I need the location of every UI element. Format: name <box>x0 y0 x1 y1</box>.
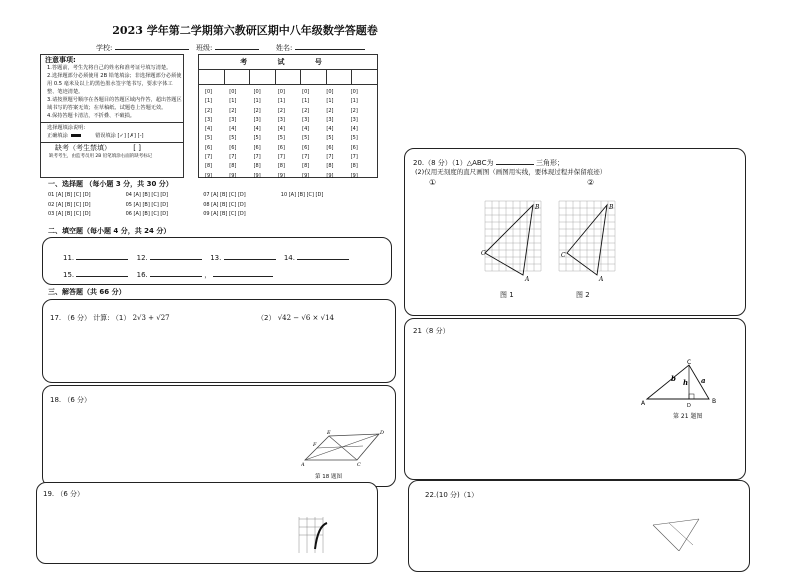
fill-example-label: 选择题填涂说明: <box>47 125 86 131</box>
exam-digit-bubble[interactable]: [2] <box>326 107 334 114</box>
exam-digit-bubble[interactable]: [5] <box>302 135 310 142</box>
choice-row-2 <box>48 202 279 208</box>
class-underline <box>215 41 259 50</box>
exam-digit-bubble[interactable]: [8] <box>205 163 213 170</box>
q20-fig2-label-b: B <box>609 204 614 211</box>
exam-digit-bubble[interactable]: [3] <box>205 116 213 123</box>
q18-label-f: F <box>313 442 317 448</box>
q18-answer-box[interactable] <box>42 385 396 487</box>
q17-part2 <box>257 313 334 323</box>
exam-digit-bubble[interactable]: [3] <box>350 116 358 123</box>
exam-digit-bubble[interactable]: [7] <box>253 154 261 161</box>
exam-digit-bubble[interactable]: [5] <box>229 135 237 142</box>
section3-heading: 三、解答题（共 66 分） <box>48 288 126 296</box>
absent-label: 缺考（考生禁填） <box>55 144 111 152</box>
exam-digit-bubble[interactable]: [6] <box>350 144 358 151</box>
q21-figure <box>635 359 735 419</box>
section2-heading: 二、填空题（每小题 4 分，共 24 分） <box>48 227 171 235</box>
q21-caption: 第 21 题图 <box>673 413 703 420</box>
exam-digit-bubble[interactable]: [0] <box>253 89 261 95</box>
q21-label-c: C <box>687 359 692 366</box>
exam-digit-bubble[interactable]: [9] <box>326 172 334 179</box>
q17-part2-expression: √42 − √6 × √14 <box>277 314 334 322</box>
fill-blank-box <box>42 237 392 285</box>
exam-digit-bubble[interactable]: [2] <box>277 107 285 114</box>
exam-digit-bubble[interactable]: [9] <box>205 172 213 179</box>
q21-label-d: D <box>687 403 691 409</box>
q21-number: 21（8 分） <box>413 327 450 335</box>
exam-digit-bubble[interactable]: [0] <box>350 89 358 95</box>
q20-circle-1: ① <box>429 178 437 187</box>
q20-fig1-label-a: A <box>525 276 530 281</box>
exam-digit-bubble[interactable]: [1] <box>277 98 285 105</box>
fill-row-2 <box>63 268 273 280</box>
exam-digit-bubble[interactable]: [7] <box>229 154 237 161</box>
q18-label-c: C <box>357 462 361 468</box>
exam-digit-bubble[interactable]: [0] <box>205 89 213 95</box>
exam-box[interactable] <box>327 70 353 84</box>
absent-checkbox[interactable]: [ ] <box>133 144 141 152</box>
q20-fig2-label-c: C <box>561 252 566 259</box>
school-underline <box>115 41 189 50</box>
exam-digit-bubble[interactable]: [7] <box>277 154 285 161</box>
exam-digit-bubble[interactable]: [2] <box>253 107 261 114</box>
q21-right-angle-mark <box>689 394 694 399</box>
q20-fig1-caption: 图 1 <box>500 291 514 299</box>
q16-answer-2[interactable] <box>213 268 273 277</box>
exam-digit-bubble[interactable]: [5] <box>253 135 261 142</box>
exam-digit-bubble[interactable]: [7] <box>302 154 310 161</box>
exam-digit-bubble[interactable]: [1] <box>302 98 310 105</box>
choice-item[interactable]: 05 [A] [B] [C] [D] <box>125 202 169 208</box>
choice-row-3 <box>48 211 279 217</box>
q20-part2: (2)仅用无刻度的直尺画图（画图用实线，要体现过程并保留痕迹） <box>415 168 607 176</box>
q17-part1-label: （1） <box>111 314 131 322</box>
choice-item[interactable]: 07 [A] [B] [C] [D] <box>203 192 246 198</box>
exam-number-grid <box>198 54 378 178</box>
school-field[interactable] <box>96 41 189 53</box>
name-label: 姓名: <box>276 44 293 52</box>
q20-figure-1 <box>481 197 551 281</box>
choice-item[interactable]: 03 [A] [B] [C] [D] <box>48 211 91 217</box>
q19-answer-box[interactable] <box>36 482 378 564</box>
page-title: 2023 学年第二学期第六教研区期中八年级数学答题卷 <box>112 24 378 37</box>
q21-answer-box[interactable] <box>404 318 746 480</box>
absent-note: 缺考考生，由监考员用 2B 铅笔填涂右面的缺考标记 <box>49 154 153 159</box>
wrong-marks: [✓] [✗] [-] <box>117 133 144 139</box>
q21-label-b: B <box>712 398 717 405</box>
notes-box <box>40 54 184 178</box>
q16-label: 16. <box>136 271 148 279</box>
q20-answer-box[interactable] <box>404 148 746 316</box>
choice-row-1 <box>48 192 357 198</box>
q11-label: 11. <box>63 254 75 262</box>
q20-fig2-caption: 图 2 <box>576 291 590 299</box>
exam-digit-bubble[interactable]: [9] <box>277 172 285 179</box>
q11-answer[interactable] <box>76 251 128 260</box>
q18-diagonal <box>329 436 357 460</box>
exam-digit-bubble[interactable]: [1] <box>253 98 261 105</box>
exam-number-write-boxes <box>199 70 377 85</box>
q17-part1-expression: 2√3 + √27 <box>132 314 170 322</box>
q20-fig1-label-c: C <box>481 250 486 257</box>
notes-item-2: 2.选择题部分必须使用 2B 铅笔填涂；非选择题部分必须使用 0.5 毫米及以上的黑色墨水签字笔书写，要求字体工整、笔迹清楚。 <box>47 73 182 95</box>
exam-digit-bubble[interactable]: [5] <box>277 135 285 142</box>
q20-fig1-label-b: B <box>535 204 540 211</box>
exam-digit-bubble[interactable]: [4] <box>229 126 237 133</box>
exam-number-title: 考 试 号 <box>199 55 377 70</box>
exam-digit-bubble[interactable]: [8] <box>253 163 261 170</box>
exam-box[interactable] <box>199 70 225 84</box>
choice-item[interactable]: 02 [A] [B] [C] [D] <box>48 202 91 208</box>
exam-digit-bubble[interactable]: [4] <box>253 126 261 133</box>
choice-item[interactable]: 08 [A] [B] [C] [D] <box>203 202 246 208</box>
q21-label-a: A <box>641 400 646 407</box>
exam-digit-bubble[interactable]: [6] <box>326 144 334 151</box>
exam-digit-bubble[interactable]: [1] <box>205 98 213 105</box>
q18-number: 18. （6 分） <box>50 396 92 404</box>
q21-label-side-b: b <box>671 374 676 383</box>
exam-digit-bubble[interactable]: [6] <box>205 144 213 151</box>
exam-digit-bubble[interactable]: [1] <box>326 98 334 105</box>
q13-answer[interactable] <box>224 251 276 260</box>
q20-tail: 三角形； <box>535 159 564 167</box>
exam-box[interactable] <box>250 70 276 84</box>
exam-digit-bubble[interactable]: [7] <box>205 154 213 161</box>
exam-digit-bubble[interactable]: [0] <box>229 89 237 95</box>
exam-box[interactable] <box>276 70 302 84</box>
exam-digit-bubble[interactable]: [4] <box>302 126 310 133</box>
exam-digit-bubble[interactable]: [9] <box>229 172 237 179</box>
exam-digit-bubble[interactable]: [6] <box>302 144 310 151</box>
exam-digit-bubble[interactable]: [5] <box>350 135 358 142</box>
exam-digit-column <box>229 88 253 181</box>
exam-digit-bubble[interactable]: [2] <box>350 107 358 114</box>
exam-digit-columns <box>199 85 377 181</box>
notes-title: 注意事项: <box>45 56 76 64</box>
notes-divider <box>41 122 183 123</box>
exam-digit-bubble[interactable]: [3] <box>326 116 334 123</box>
exam-box[interactable] <box>352 70 377 84</box>
choice-item[interactable]: 10 [A] [B] [C] [D] <box>280 192 324 198</box>
q16-comma: ， <box>204 271 212 279</box>
exam-digit-bubble[interactable]: [9] <box>253 172 261 179</box>
q18-label-e: E <box>327 430 331 436</box>
correct-label: 正确填涂 <box>47 133 68 139</box>
q20-number: 20.（8 分）（1）△ABC为 <box>413 159 494 167</box>
choice-item[interactable]: 01 [A] [B] [C] [D] <box>48 192 91 198</box>
exam-digit-column <box>254 88 278 181</box>
exam-digit-bubble[interactable]: [9] <box>350 172 358 179</box>
exam-digit-bubble[interactable]: [0] <box>326 89 334 95</box>
exam-digit-column <box>351 88 375 181</box>
exam-digit-bubble[interactable]: [1] <box>229 98 237 105</box>
choice-item[interactable]: 09 [A] [B] [C] [D] <box>203 211 246 217</box>
exam-digit-bubble[interactable]: [4] <box>350 126 358 133</box>
correct-fill-mark <box>71 134 81 137</box>
name-underline <box>295 41 365 50</box>
exam-box[interactable] <box>225 70 251 84</box>
q12-label: 12. <box>136 254 148 262</box>
q20-circle-2: ② <box>587 178 595 187</box>
q17-answer-box[interactable] <box>42 299 396 383</box>
exam-digit-bubble[interactable]: [2] <box>302 107 310 114</box>
name-field[interactable] <box>276 41 365 53</box>
q13-label: 13. <box>210 254 222 262</box>
q18-label-a: A <box>301 462 305 468</box>
exam-digit-bubble[interactable]: [4] <box>205 126 213 133</box>
exam-digit-column <box>302 88 326 181</box>
exam-digit-bubble[interactable]: [0] <box>302 89 310 95</box>
q18-figure <box>301 426 389 474</box>
exam-digit-bubble[interactable]: [8] <box>302 163 310 170</box>
absent-row[interactable] <box>55 143 183 154</box>
exam-digit-column <box>326 88 350 181</box>
school-label: 学校: <box>96 44 113 52</box>
q12-answer[interactable] <box>150 251 202 260</box>
q18-label-d: D <box>380 430 385 436</box>
exam-digit-bubble[interactable]: [8] <box>229 163 237 170</box>
exam-digit-bubble[interactable]: [6] <box>253 144 261 151</box>
q14-label: 14. <box>283 254 295 262</box>
q22-figure <box>649 515 709 551</box>
q19-grid-figure <box>295 513 335 553</box>
q21-triangle <box>647 365 709 399</box>
exam-digit-bubble[interactable]: [1] <box>350 98 358 105</box>
q20-figure-2 <box>555 197 625 281</box>
exam-digit-column <box>205 88 229 181</box>
q14-answer[interactable] <box>297 251 349 260</box>
q17-prompt <box>50 313 170 323</box>
q20-fig2-label-a: A <box>599 276 604 281</box>
exam-digit-column <box>278 88 302 181</box>
q19-number: 19. （6 分） <box>43 490 85 498</box>
exam-digit-bubble[interactable]: [2] <box>205 107 213 114</box>
exam-digit-bubble[interactable]: [8] <box>326 163 334 170</box>
exam-digit-bubble[interactable]: [9] <box>302 172 310 179</box>
exam-digit-bubble[interactable]: [8] <box>277 163 285 170</box>
q18-caption: 第 18 题图 <box>315 474 342 480</box>
exam-digit-bubble[interactable]: [0] <box>277 89 285 95</box>
exam-digit-bubble[interactable]: [6] <box>229 144 237 151</box>
exam-digit-bubble[interactable]: [2] <box>229 107 237 114</box>
q21-label-side-a: a <box>701 376 706 385</box>
q22-number: 22.(10 分)（1） <box>425 491 479 499</box>
exam-digit-bubble[interactable]: [3] <box>277 116 285 123</box>
exam-digit-bubble[interactable]: [7] <box>350 154 358 161</box>
choice-item[interactable]: 06 [A] [B] [C] [D] <box>125 211 169 217</box>
exam-digit-bubble[interactable]: [4] <box>277 126 285 133</box>
q15-label: 15. <box>63 271 75 279</box>
q17-number: 17. （6 分） 计算: <box>50 314 110 322</box>
exam-digit-bubble[interactable]: [6] <box>277 144 285 151</box>
choice-item[interactable]: 04 [A] [B] [C] [D] <box>125 192 169 198</box>
section1-heading: 一、选择题 （每小题 3 分，共 30 分） <box>48 180 173 188</box>
class-label: 班级: <box>196 44 213 52</box>
q21-label-h: h <box>683 378 689 387</box>
exam-digit-bubble[interactable]: [3] <box>229 116 237 123</box>
exam-box[interactable] <box>301 70 327 84</box>
q22-figure-line <box>653 519 699 525</box>
q17-part2-label: （2） <box>257 314 276 322</box>
exam-digit-bubble[interactable]: [3] <box>253 116 261 123</box>
q16-answer-1[interactable] <box>150 268 202 277</box>
exam-digit-bubble[interactable]: [7] <box>326 154 334 161</box>
q20-answer-blank[interactable] <box>496 156 534 165</box>
fill-row-1 <box>63 251 349 262</box>
exam-digit-bubble[interactable]: [5] <box>326 135 334 142</box>
class-field[interactable] <box>196 41 259 53</box>
notes-item-1: 1.答题前，考生先将自己的姓名和准考证号填写清楚。 <box>47 65 172 71</box>
exam-digit-bubble[interactable]: [8] <box>350 163 358 170</box>
exam-digit-bubble[interactable]: [4] <box>326 126 334 133</box>
fill-example-row <box>47 132 183 140</box>
q15-answer[interactable] <box>76 268 128 277</box>
notes-item-4: 4.保持答题卡清洁，不折叠、不破损。 <box>47 113 135 119</box>
q22-answer-box[interactable] <box>408 480 750 572</box>
wrong-label: 错误填涂 <box>95 133 116 139</box>
q20-fig1-triangle <box>485 205 533 275</box>
exam-digit-bubble[interactable]: [3] <box>302 116 310 123</box>
notes-item-3: 3.请按照题号顺序在各题目的答题区域内作答，超出答题区域书写的答案无效；在草稿纸、试题卷上答题无效。 <box>47 97 182 111</box>
exam-digit-bubble[interactable]: [5] <box>205 135 213 142</box>
